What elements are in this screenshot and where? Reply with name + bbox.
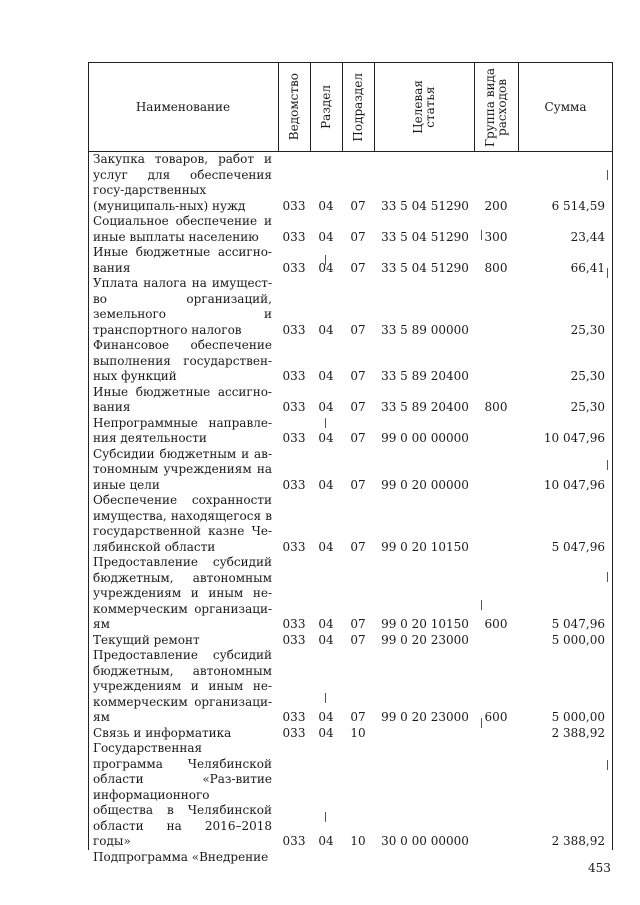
row-celevaya: 99 0 00 00000 — [381, 431, 469, 445]
row-celevaya: 33 5 89 20400 — [381, 400, 469, 414]
row-celevaya: 99 0 20 10150 — [381, 617, 469, 631]
row-podrazdel: 07 — [350, 400, 366, 414]
row-summa: 25,30 — [570, 369, 605, 383]
row-celevaya: 99 0 20 23000 — [381, 710, 469, 724]
row-name: Иные бюджетные ассигно-вания — [93, 245, 272, 275]
row-name: Текущий ремонт — [93, 632, 200, 647]
table-row — [88, 726, 613, 742]
row-name: Непрограммные направле-ния деятельности — [93, 415, 272, 445]
row-razdel: 04 — [318, 632, 334, 647]
row-summa: 66,41 — [570, 260, 605, 275]
row-name: Иные бюджетные ассигно-вания — [93, 384, 272, 414]
scan-tick — [607, 268, 608, 278]
row-summa: 25,30 — [570, 400, 605, 414]
row-gruppa: 600 — [484, 617, 508, 631]
row-podrazdel: 07 — [350, 710, 366, 724]
row-podrazdel: 07 — [350, 477, 366, 492]
scan-tick — [607, 170, 608, 180]
row-vedomstvo: 033 — [282, 477, 306, 492]
row-summa: 10 047,96 — [543, 477, 605, 492]
row-razdel: 04 — [318, 260, 334, 275]
row-podrazdel: 07 — [350, 369, 366, 383]
row-vedomstvo: 033 — [282, 369, 306, 383]
row-razdel: 04 — [318, 400, 334, 414]
page-number: 453 — [588, 861, 611, 875]
row-name: Предоставление субсидий бюджетным, автономным учреждениям и иным не-коммерческим организаци-ям — [93, 648, 272, 724]
row-name: Государственная программа Челябинской области «Раз-витие информационного общества в Челябинской области на 2016–2018 годы» — [93, 741, 272, 848]
row-summa: 25,30 — [570, 322, 605, 337]
table-row — [88, 850, 613, 866]
row-name: Финансовое обеспечение выполнения государствен-ных функций — [93, 338, 272, 383]
row-gruppa: 600 — [484, 710, 508, 724]
scan-tick — [607, 760, 608, 770]
scan-tick — [607, 460, 608, 470]
table-row — [88, 493, 613, 555]
row-gruppa: 800 — [484, 260, 508, 275]
row-razdel: 04 — [318, 369, 334, 383]
row-celevaya: 99 0 20 10150 — [381, 539, 469, 554]
row-vedomstvo: 033 — [282, 725, 306, 740]
row-celevaya: 33 5 89 20400 — [381, 369, 469, 383]
row-celevaya: 33 5 04 51290 — [381, 229, 469, 244]
row-vedomstvo: 033 — [282, 229, 306, 244]
table-row — [88, 152, 613, 214]
row-razdel: 04 — [318, 710, 334, 724]
column-header-razdel: Раздел — [319, 85, 333, 129]
row-vedomstvo: 033 — [282, 539, 306, 554]
row-podrazdel: 07 — [350, 260, 366, 275]
row-gruppa: 800 — [484, 400, 508, 414]
scan-tick — [325, 693, 326, 703]
row-name: Субсидии бюджетным и ав-тономным учреждениям на иные цели — [93, 446, 272, 492]
row-name: Уплата налога на имущест-во организаций, земельного и транспортного налогов — [93, 276, 272, 337]
row-summa: 5 047,96 — [551, 617, 605, 631]
table-row — [88, 416, 613, 447]
row-gruppa: 200 — [484, 198, 508, 213]
table-row — [88, 214, 613, 245]
scan-tick — [481, 718, 482, 728]
row-podrazdel: 07 — [350, 539, 366, 554]
row-vedomstvo: 033 — [282, 198, 306, 213]
row-name: Закупка товаров, работ и услуг для обеспечения госу-дарственных (муниципаль-ных) нужд — [93, 152, 272, 213]
table-body — [88, 152, 613, 865]
table-row — [88, 633, 613, 649]
row-vedomstvo: 033 — [282, 400, 306, 414]
column-header-name: Наименование — [135, 100, 231, 114]
row-vedomstvo: 033 — [282, 632, 306, 647]
row-podrazdel: 07 — [350, 322, 366, 337]
row-podrazdel: 07 — [350, 229, 366, 244]
table-row — [88, 276, 613, 338]
row-podrazdel: 07 — [350, 617, 366, 631]
row-razdel: 04 — [318, 431, 334, 445]
row-podrazdel: 07 — [350, 632, 366, 647]
row-vedomstvo: 033 — [282, 617, 306, 631]
row-vedomstvo: 033 — [282, 322, 306, 337]
table-row — [88, 447, 613, 494]
row-celevaya: 30 0 00 00000 — [381, 834, 469, 848]
row-podrazdel: 07 — [350, 198, 366, 213]
row-name: Подпрограмма «Внедрение — [93, 849, 269, 864]
table-row — [88, 245, 613, 276]
row-razdel: 04 — [318, 617, 334, 631]
scan-tick — [325, 418, 326, 428]
row-vedomstvo: 033 — [282, 260, 306, 275]
row-razdel: 04 — [318, 229, 334, 244]
row-celevaya: 99 0 20 00000 — [381, 477, 469, 492]
row-razdel: 04 — [318, 539, 334, 554]
row-podrazdel: 10 — [350, 834, 366, 848]
row-razdel: 04 — [318, 834, 334, 848]
row-summa: 2 388,92 — [551, 725, 605, 740]
column-header-vedomstvo: Ведомство — [287, 73, 301, 141]
row-name: Связь и информатика — [93, 725, 232, 740]
column-header-summa: Сумма — [544, 100, 587, 114]
row-vedomstvo: 033 — [282, 431, 306, 445]
row-celevaya: 33 5 04 51290 — [381, 198, 469, 213]
row-summa: 5 000,00 — [551, 710, 605, 724]
row-podrazdel: 07 — [350, 431, 366, 445]
row-summa: 5 000,00 — [551, 632, 605, 647]
table-row — [88, 648, 613, 726]
scan-tick — [325, 255, 326, 265]
row-celevaya: 33 5 04 51290 — [381, 260, 469, 275]
scan-tick — [481, 230, 482, 240]
scan-tick — [481, 600, 482, 610]
row-vedomstvo: 033 — [282, 834, 306, 848]
row-celevaya: 33 5 89 00000 — [381, 322, 469, 337]
row-razdel: 04 — [318, 322, 334, 337]
column-header-celevaya: Целевая статья — [411, 80, 437, 134]
row-summa: 2 388,92 — [551, 834, 605, 848]
row-name: Обеспечение сохранности имущества, находящегося в государственной казне Че-лябинской области — [93, 493, 272, 554]
row-podrazdel: 10 — [350, 725, 366, 740]
row-celevaya: 99 0 20 23000 — [381, 632, 469, 647]
column-header-podrazdel: Подраздел — [351, 72, 365, 142]
row-vedomstvo: 033 — [282, 710, 306, 724]
scan-tick — [325, 812, 326, 822]
row-razdel: 04 — [318, 198, 334, 213]
table-row — [88, 741, 613, 850]
row-name: Социальное обеспечение и иные выплаты населению — [93, 214, 272, 244]
row-razdel: 04 — [318, 477, 334, 492]
row-gruppa: 300 — [484, 229, 508, 244]
table-row — [88, 338, 613, 385]
row-summa: 10 047,96 — [543, 431, 605, 445]
row-summa: 23,44 — [570, 229, 605, 244]
scan-tick — [607, 572, 608, 582]
table-row — [88, 555, 613, 633]
column-header-gruppa: Группа вида расходов — [483, 67, 509, 147]
row-name: Предоставление субсидий бюджетным, автономным учреждениям и иным не-коммерческим организаци-ям — [93, 555, 272, 631]
row-razdel: 04 — [318, 725, 334, 740]
table-row — [88, 385, 613, 416]
row-summa: 5 047,96 — [551, 539, 605, 554]
row-summa: 6 514,59 — [551, 198, 605, 213]
